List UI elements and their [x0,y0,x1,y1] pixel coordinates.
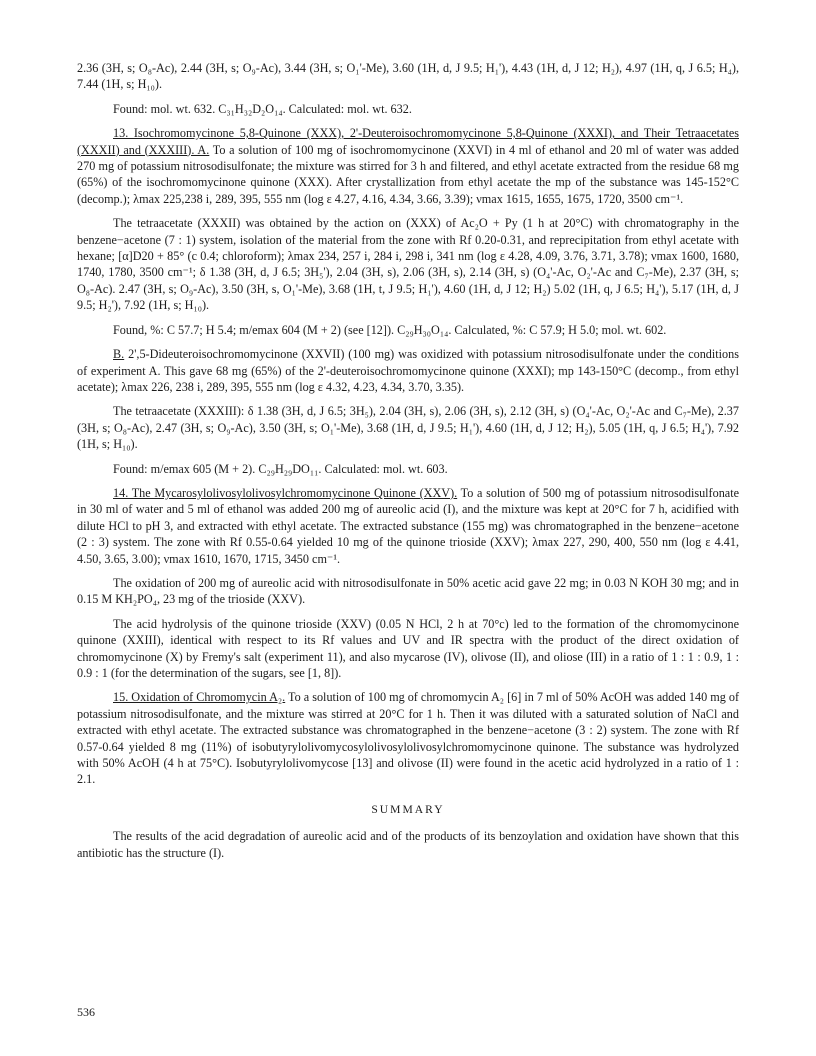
paragraph-text: 2',5-Dideuteroisochromomycinone (XXVII) (100 mg) was oxidized with potassium nitrosodisulfonate under the conditions of experiment A. This gave 68 mg (65%) of the 2'-deuteroisochromomycinone quinone (XXXI); mp 143-150°C (decomp., from ethyl acetate); λmax 226, 238 i, 289, 395, 555 nm (log ε 4.32, 4.23, 4.34, 3.70, 3.35). [77,347,739,394]
paragraph-p11 [77,689,739,787]
paragraph-text: The tetraacetate (XXXII) was obtained by the action on (XXX) of Ac₂O + Py (1 h at 20°C) with chromatography in the benzene−acetone (7 : 1) system, isolation of the material from the zone with Rf 0.20-0.31, and reprecipitation from ethyl acetate with hexane; [α]D20 + 85° (c 0.4; chloroform); λmax 234, 257 i, 284 i, 298 i, 341 nm (log ε 4.28, 4.09, 3.76, 3.71, 3.78); νmax 1600, 1680, 1740, 1780, 3500 cm⁻¹; δ 1.38 (3H, d, J 6.5; 3H₅'), 2.04 (3H, s), 2.06 (3H, s), 2.14 (3H, s) (O₄'-Ac, O₂'-Ac and C₇-Me), 2.37 (3H, s; O₈-Ac). 2.47 (3H, s; O₉-Ac), 3.50 (3H, s, O₁'-Me), 3.68 (1H, t, J 9.5; H₁'), 4.60 (1H, d, J 12; H₂) 5.02 (1H, q, J 6.5; H₄'), 5.17 (1H, d, J 9.5; H₂'), 7.92 (1H, s; H₁₀). [77,216,739,313]
section-title: 13. Isochromomycinone 5,8-Quinone (XXX), 2'-Deuteroisochromomycinone 5,8-Quinone (XXXI), and Their Tetraacetates (XXXII) and (XXXIII). A. [77,126,739,157]
paragraph-p6 [77,403,739,452]
paragraph-text: The tetraacetate (XXXIII): δ 1.38 (3H, d, J 6.5; 3H₅), 2.04 (3H, s), 2.06 (3H, s), 2.12 (3H, s) (O₄'-Ac, O₂'-Ac and C₇-Me), 2.37 (3H, s; O₈-Ac), 2.47 (3H, s; O₉-Ac), 3.50 (3H, s; O₁'-Me), 3.68 (1H, d, J 9.5; H₁'), 4.60 (1H, d, J 12; H₂), 5.05 (1H, q, J 6.5; H₄'), 7.92 (1H, s; H₁₀). [77,404,739,452]
paragraph-text: The oxidation of 200 mg of aureolic acid with nitrosodisulfonate in 50% acetic acid gave 22 mg; in 0.03 N KOH 30 mg; and in 0.15 M KH₂PO₄, 23 mg of the trioside (XXV). [77,575,739,607]
paragraph-text: Found: mol. wt. 632. C₃₁H₃₂D₂O₁₄. Calculated: mol. wt. 632. [113,101,412,116]
paragraph-p4 [77,322,739,338]
page-number: 536 [77,1005,95,1019]
section-title: B. [113,347,125,362]
paragraph-p0 [77,60,739,93]
section-title: 14. The Mycarosylolivosylolivosylchromomycinone Quinone (XXV). [113,485,458,500]
paragraph-text: 2.36 (3H, s; O₈-Ac), 2.44 (3H, s; O₉-Ac), 3.44 (3H, s; O₁'-Me), 3.60 (1H, d, J 9.5; H₁'), 4.43 (1H, d, J 12; H₂), 4.97 (1H, q, J 6.5; H₄), 7.44 (1H, s; H₁₀). [77,61,739,92]
paragraph-p3 [77,215,739,313]
paragraph-text: To a solution of 100 mg of isochromomycinone (XXVI) in 4 ml of ethanol and 20 ml of water was added 270 mg of potassium nitrosodisulfonate; the mixture was stirred for 3 h and filtered, and ethyl acetate extracted from the residue 68 mg (65%) of the isochromomycinone quinone (XXX). After crystallization from ethyl acetate the mp of the substance was 145-152°C (decomp.); λmax 225,238 i, 289, 395, 555 nm (log ε 4.27, 4.16, 4.34, 3.66, 3.39); νmax 1615, 1655, 1675, 1720, 3500 cm⁻¹. [77,142,740,206]
paragraph-p2 [77,125,739,207]
paragraph-text: To a solution of 500 mg of potassium nitrosodisulfonate in 30 ml of water and 5 ml of ethanol was added 200 mg of aureolic acid (I), and the mixture was kept at 20°C for 7 h, acidified with dilute HCl to pH 3, and extracted with ethyl acetate. The extracted substance (155 mg) was chromatographed in the benzene−acetone (2 : 3) system. The zone with Rf 0.55-0.64 yielded 10 mg of the quinone trioside (XXV); λmax 227, 290, 400, 550 nm (log ε 4.41, 4.50, 3.65, 3.00); νmax 1610, 1670, 1715, 3450 cm⁻¹. [77,485,739,566]
summary-paragraph: The results of the acid degradation of aureolic acid and of the products of its benzoylation and oxidation have shown that this antibiotic has the structure (I). [77,829,739,860]
section-title: 15. Oxidation of Chromomycin A₂. [113,690,286,705]
paragraph-p1 [77,101,739,117]
paragraph-p7 [77,461,739,477]
paragraph-text: Found: m/emax 605 (M + 2). C₂₉H₂₉DO₁₁. Calculated: mol. wt. 603. [113,461,448,476]
paragraph-text: To a solution of 100 mg of chromomycin A₂ [6] in 7 ml of 50% AcOH was added 140 mg of potassium nitrosodisulfonate, and the mixture was stirred at 20°C for 1 h. Then it was diluted with a saturated solution of NaCl and extracted with ethyl acetate. The extracted substance was chromatographed in the benzene−acetone (3 : 2) system. The zone with Rf 0.57-0.64 yielded 8 mg (11%) of isobutyrylolivomycosylolivosylolivosylchromomycinone quinone. The substance was hydrolyzed with 50% AcOH (4 h at 75°C). Isobutyrylolivomycose [13] and olivose (II) were found in the acetic acid hydrolyzed in a ratio of 1 : 2.1. [77,690,740,787]
summary-heading: SUMMARY [371,802,445,816]
paragraph-p10 [77,616,739,682]
paragraph-p8 [77,485,739,567]
body-text [77,60,739,788]
paragraph-p9 [77,575,739,608]
paragraph-text: The acid hydrolysis of the quinone trioside (XXV) (0.05 N HCl, 2 h at 70°c) led to the formation of the chromomycinone quinone (XXIII), identical with respect to its Rf values and UV and IR spectra with the product of the direct oxidation of chromomycinone (X) by Fremy's salt (experiment 11), and also mycarose (IV), olivose (II), and oliose (III) in a ratio of 1 : 1 : 0.9, 1 : 0.9 : 1 (for the determination of the sugars, see [1, 8]). [77,616,739,680]
paragraph-p5 [77,346,739,395]
paragraph-text: Found, %: C 57.7; H 5.4; m/emax 604 (M + 2) (see [12]). C₂₉H₃₀O₁₄. Calculated, %: C 57.9; H 5.0; mol. wt. 602. [113,322,667,337]
